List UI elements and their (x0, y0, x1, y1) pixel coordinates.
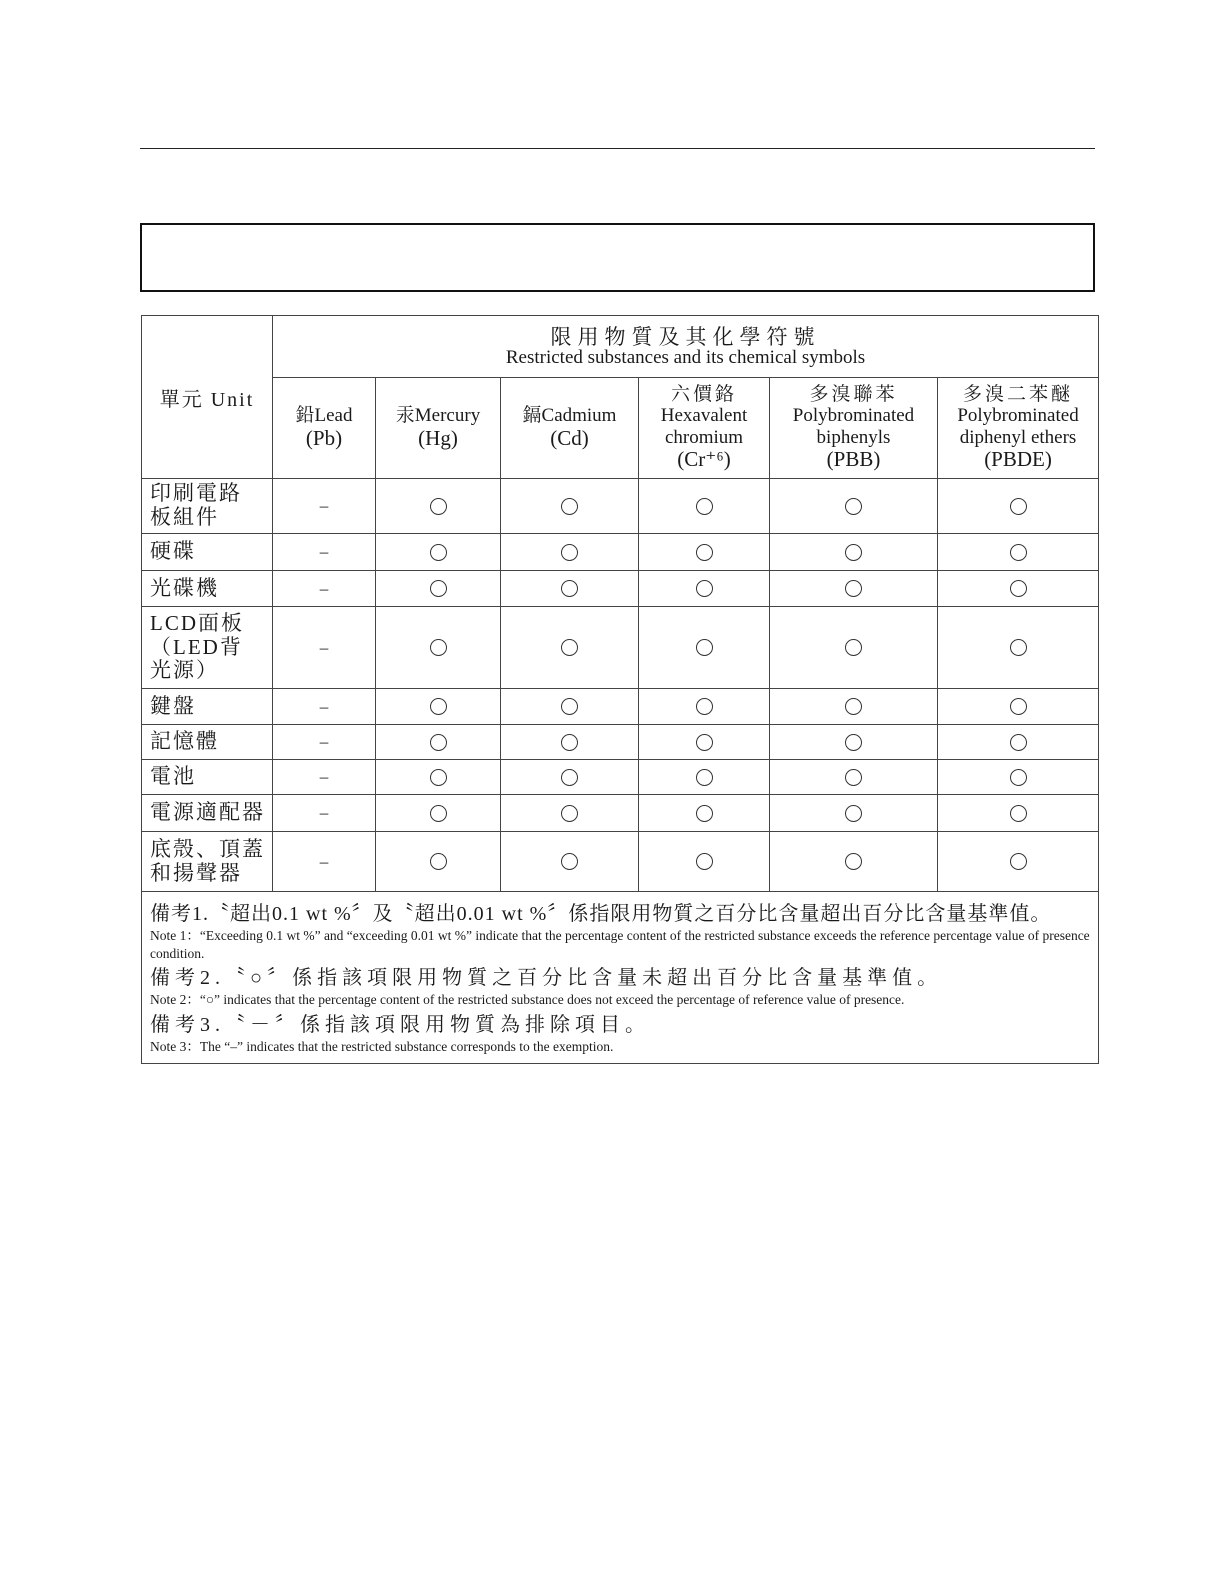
value-cell (938, 534, 1099, 571)
value-cell (938, 571, 1099, 607)
table-row (142, 607, 1099, 689)
circle-icon (561, 853, 578, 870)
rohs-table (141, 315, 1099, 1064)
value-cell (376, 534, 501, 571)
value-cell (376, 607, 501, 689)
circle-icon (696, 853, 713, 870)
circle-icon (561, 580, 578, 597)
dash-mark: – (319, 637, 329, 657)
col-hexavalent-chromium: 六價鉻 Hexavalent chromium (Cr⁺⁶) (639, 378, 770, 479)
col-cadmium: 鎘Cadmium (Cd) (501, 378, 639, 479)
table-row (142, 479, 1099, 534)
circle-icon (845, 805, 862, 822)
circle-icon (845, 498, 862, 515)
row-label: 底殼、頂蓋 和揚聲器 (142, 832, 273, 892)
dash-mark: – (319, 542, 329, 561)
circle-icon (696, 805, 713, 822)
circle-icon (845, 769, 862, 786)
row-label: LCD面板 （LED背 光源） (142, 607, 273, 689)
substance-columns-row (142, 378, 1099, 479)
circle-icon (845, 639, 862, 656)
value-cell (501, 725, 639, 760)
circle-icon (561, 498, 578, 515)
value-cell (938, 832, 1099, 892)
value-cell (639, 607, 770, 689)
circle-icon (696, 580, 713, 597)
value-cell (273, 795, 376, 832)
circle-icon (1010, 805, 1027, 822)
value-cell (501, 571, 639, 607)
circle-icon (696, 769, 713, 786)
circle-icon (696, 734, 713, 751)
value-cell (639, 725, 770, 760)
value-cell (770, 832, 938, 892)
table-row (142, 534, 1099, 571)
note-2-en: Note 2：“○” indicates that the percentage content of the restricted substance does not exceed the percentage of reference value of presence. (150, 992, 905, 1008)
value-cell (501, 760, 639, 795)
value-cell (639, 832, 770, 892)
value-cell (770, 795, 938, 832)
dash-mark: – (319, 803, 329, 822)
value-cell (938, 795, 1099, 832)
circle-icon (1010, 580, 1027, 597)
circle-icon (561, 698, 578, 715)
circle-icon (561, 769, 578, 786)
circle-icon (561, 544, 578, 561)
value-cell (501, 607, 639, 689)
value-cell (639, 534, 770, 571)
circle-icon (1010, 769, 1027, 786)
circle-icon (430, 544, 447, 561)
circle-icon (430, 498, 447, 515)
value-cell (938, 689, 1099, 725)
note-3-en: Note 3：The “–” indicates that the restricted substance corresponds to the exemption. (150, 1038, 614, 1054)
substances-title-zh: 限用物質及其化學符號 (550, 324, 821, 349)
row-label: 鍵盤 (142, 689, 273, 725)
value-cell (273, 571, 376, 607)
row-label: 印刷電路 板組件 (142, 479, 273, 534)
value-cell (770, 760, 938, 795)
circle-icon (430, 805, 447, 822)
circle-icon (430, 734, 447, 751)
value-cell (376, 479, 501, 534)
circle-icon (1010, 544, 1027, 561)
value-cell (376, 832, 501, 892)
value-cell (639, 479, 770, 534)
notes-row (142, 892, 1099, 1064)
circle-icon (430, 769, 447, 786)
value-cell (639, 571, 770, 607)
circle-icon (1010, 498, 1027, 515)
value-cell (273, 760, 376, 795)
circle-icon (845, 853, 862, 870)
circle-icon (430, 639, 447, 656)
value-cell (273, 725, 376, 760)
dash-mark: – (319, 767, 329, 786)
dash-mark: – (319, 696, 329, 716)
row-label: 光碟機 (142, 571, 273, 607)
table-row (142, 571, 1099, 607)
col-lead: 鉛Lead (Pb) (273, 378, 376, 479)
value-cell (501, 689, 639, 725)
table-row (142, 725, 1099, 760)
value-cell (501, 534, 639, 571)
circle-icon (696, 698, 713, 715)
value-cell (273, 689, 376, 725)
value-cell (376, 795, 501, 832)
circle-icon (1010, 853, 1027, 870)
note-1-en: Note 1：“Exceeding 0.1 wt %” and “exceeding 0.01 wt %” indicate that the percentage content of the restricted substance exceeds the reference percentage value of presence condition. (150, 928, 1090, 961)
value-cell (770, 689, 938, 725)
circle-icon (430, 698, 447, 715)
circle-icon (561, 639, 578, 656)
value-cell (770, 725, 938, 760)
circle-icon (1010, 734, 1027, 751)
row-label: 硬碟 (142, 534, 273, 571)
circle-icon (845, 698, 862, 715)
header-row (142, 316, 1099, 378)
notes (142, 892, 1099, 1064)
circle-icon (1010, 698, 1027, 715)
top-rule (140, 148, 1095, 149)
value-cell (376, 689, 501, 725)
note-3-zh: 備考3.〝－〞係指該項限用物質為排除項目。 (150, 1013, 650, 1036)
col-mercury: 汞Mercury (Hg) (376, 378, 501, 479)
substances-header (273, 316, 1099, 378)
value-cell (501, 832, 639, 892)
circle-icon (845, 734, 862, 751)
value-cell (770, 571, 938, 607)
unit-header: 單元 Unit (142, 316, 273, 479)
table-row (142, 832, 1099, 892)
note-2-zh: 備考2.〝○〞係指該項限用物質之百分比含量未超出百分比含量基準值。 (150, 967, 943, 990)
circle-icon (430, 580, 447, 597)
circle-icon (1010, 639, 1027, 656)
value-cell (501, 795, 639, 832)
value-cell (770, 479, 938, 534)
dash-mark: – (319, 851, 329, 871)
table-row (142, 760, 1099, 795)
circle-icon (845, 544, 862, 561)
row-label: 記憶體 (142, 725, 273, 760)
value-cell (639, 689, 770, 725)
circle-icon (696, 639, 713, 656)
dash-mark: – (319, 578, 329, 598)
circle-icon (561, 805, 578, 822)
value-cell (639, 760, 770, 795)
note-1-zh: 備考1.〝超出0.1 wt %〞及〝超出0.01 wt %〞係指限用物質之百分比含量超出百分比含量基準值。 (150, 903, 1052, 925)
value-cell (938, 725, 1099, 760)
value-cell (770, 534, 938, 571)
value-cell (376, 571, 501, 607)
circle-icon (696, 498, 713, 515)
dash-mark: – (319, 732, 329, 751)
value-cell (639, 795, 770, 832)
value-cell (273, 479, 376, 534)
value-cell (273, 832, 376, 892)
value-cell (770, 607, 938, 689)
circle-icon (561, 734, 578, 751)
dash-mark: – (319, 496, 329, 515)
table-row (142, 795, 1099, 832)
substances-title-en: Restricted substances and its chemical symbols (505, 346, 866, 368)
value-cell (273, 534, 376, 571)
value-cell (501, 479, 639, 534)
value-cell (938, 607, 1099, 689)
value-cell (376, 725, 501, 760)
value-cell (938, 479, 1099, 534)
circle-icon (430, 853, 447, 870)
circle-icon (696, 544, 713, 561)
table-row (142, 689, 1099, 725)
title-box (140, 223, 1095, 292)
col-pbde: 多溴二苯醚 Polybrominated diphenyl ethers (PBDE) (938, 378, 1099, 479)
value-cell (376, 760, 501, 795)
value-cell (938, 760, 1099, 795)
row-label: 電池 (142, 760, 273, 795)
circle-icon (845, 580, 862, 597)
value-cell (273, 607, 376, 689)
col-pbb: 多溴聯苯 Polybrominated biphenyls (PBB) (770, 378, 938, 479)
row-label: 電源適配器 (142, 795, 273, 832)
